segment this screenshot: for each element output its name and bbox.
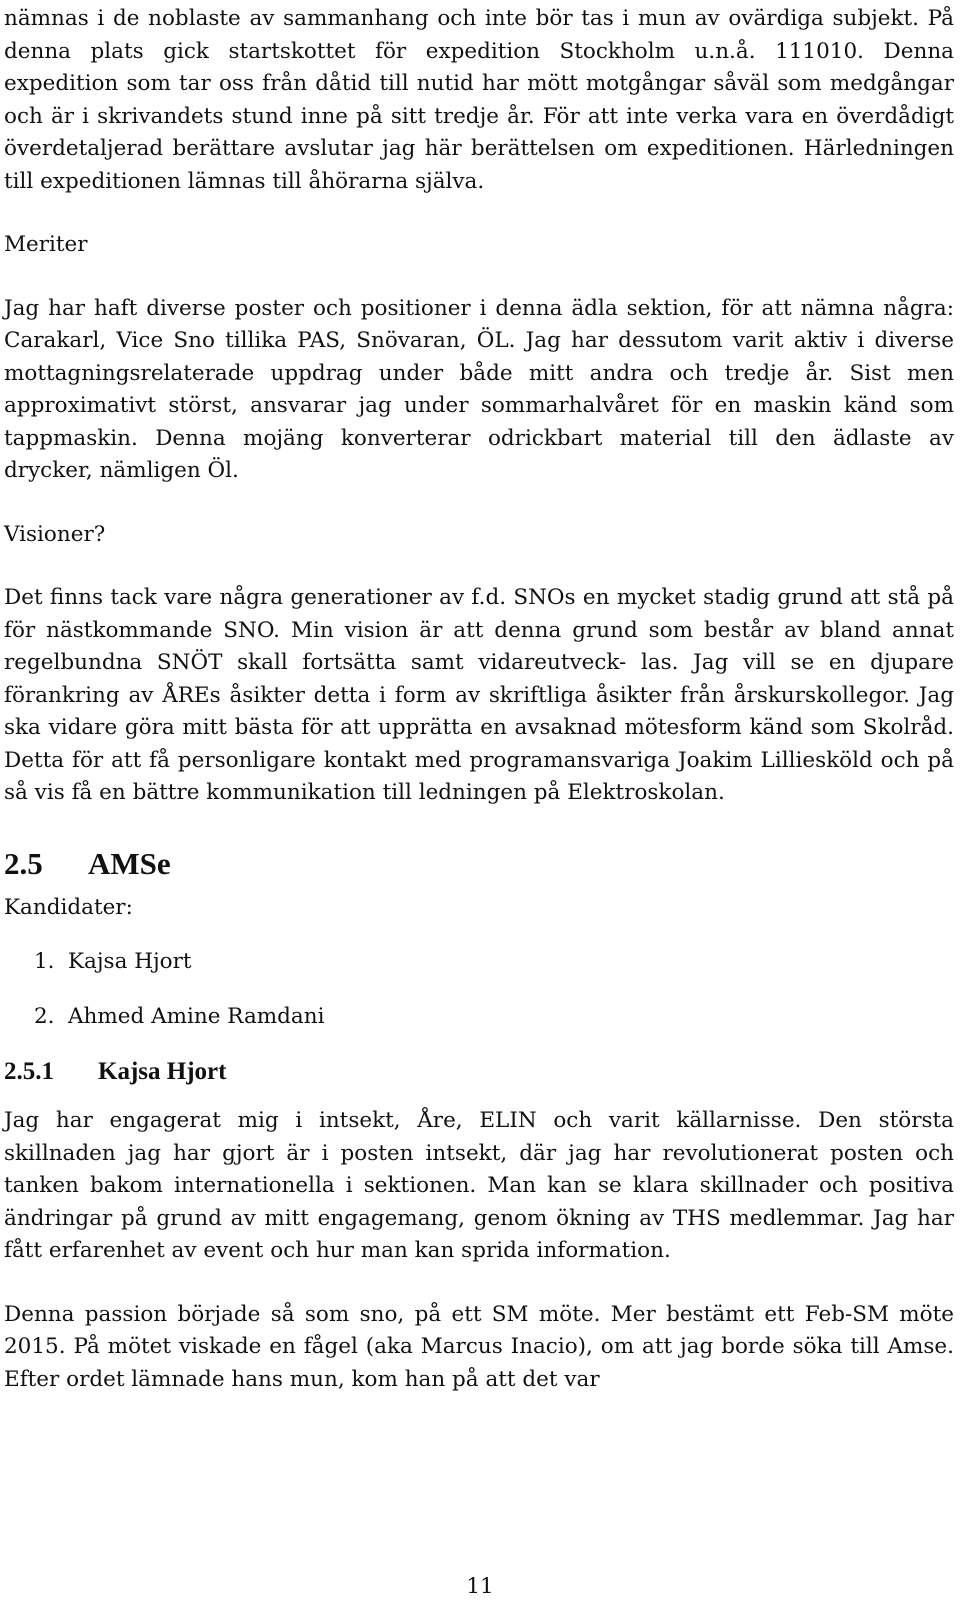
visioner-heading: Visioner? (4, 521, 106, 547)
subsection-number: 2.5.1 (4, 1058, 54, 1085)
subsection-title: Kajsa Hjort (98, 1058, 227, 1085)
subsection-heading (4, 1055, 954, 1089)
section-heading (4, 844, 954, 884)
page-number: 11 (466, 1574, 494, 1599)
list-item (4, 946, 954, 979)
candidate-name: Kajsa Hjort (68, 949, 192, 974)
candidates-label: Kandidater: (4, 894, 133, 920)
list-item (4, 1001, 954, 1034)
intro-paragraph: nämnas i de noblaste av sammanhang och inte bör tas i mun av ovärdiga subjekt. På denna plats gick startskottet för expedition Stockholm u.n.å. 111010. Denna expedition som tar oss från dåtid till nutid har mött motgångar såväl som medgångar och är i skrivandets stund inne på sitt tredje år. För att inte verka vara en överdådigt överdetaljerad berättare avslutar jag här berättelsen om expeditionen. Härledningen till expeditionen lämnas till åhörarna själva. (4, 6, 954, 194)
section-title: AMSe (88, 845, 171, 881)
kajsa-paragraph-2: Denna passion började så som sno, på ett SM möte. Mer bestämt ett Feb-SM möte 2015. På mötet viskade en fågel (aka Marcus Inacio), om att jag borde söka till Amse. Efter ordet lämnade hans mun, kom han på att det var (4, 1301, 954, 1392)
section-number: 2.5 (4, 845, 43, 881)
kajsa-paragraph-1: Jag har engagerat mig i intsekt, Åre, ELIN och varit källarnisse. Den största skillnaden jag har gjort är i posten intsekt, där jag har revolutionerat posten och tanken bakom internationella i sektionen. Man kan se klara skillnader och positiva ändringar på grund av mitt engagemang, genom ökning av THS medlemmar. Jag har fått erfarenhet av event och hur man kan sprida information. (4, 1108, 954, 1263)
meriter-heading: Meriter (4, 232, 88, 257)
list-marker: 1. (34, 949, 55, 974)
list-marker: 2. (34, 1003, 55, 1029)
meriter-paragraph: Jag har haft diverse poster och positioner i denna ädla sektion, för att nämna några: Carakarl, Vice Sno tillika PAS, Snövaran, ÖL. Jag har dessutom varit aktiv i diverse mottagningsrelaterade uppdrag under både mitt andra och tredje år. Sist men approximativt störst, ansvarar jag under sommarhalvåret för en maskin känd som tappmaskin. Denna mojäng konverterar odrickbart material till den ädlaste av drycker, nämligen Öl. (4, 295, 954, 483)
visioner-paragraph: Det finns tack vare några generationer av f.d. SNOs en mycket stadig grund att stå på för nästkommande SNO. Min vision är att denna grund som består av bland annat regelbundna SNÖT skall fortsätta samt vidareutveck- las. Jag vill se en djupare förankring av ÅREs åsikter detta i form av skriftliga åsikter från årskurskollegor. Jag ska vidare göra mitt bästa för att upprätta en avsaknad mötesform känd som Skolråd. Detta för att få personligare kontakt med programansvariga Joakim Lilliesköld och på så vis få en bättre kommunikation till ledningen på Elektroskolan. (4, 585, 954, 805)
document-page (4, 0, 954, 1396)
candidate-name: Ahmed Amine Ramdani (68, 1003, 325, 1029)
candidates-list (4, 946, 954, 1033)
